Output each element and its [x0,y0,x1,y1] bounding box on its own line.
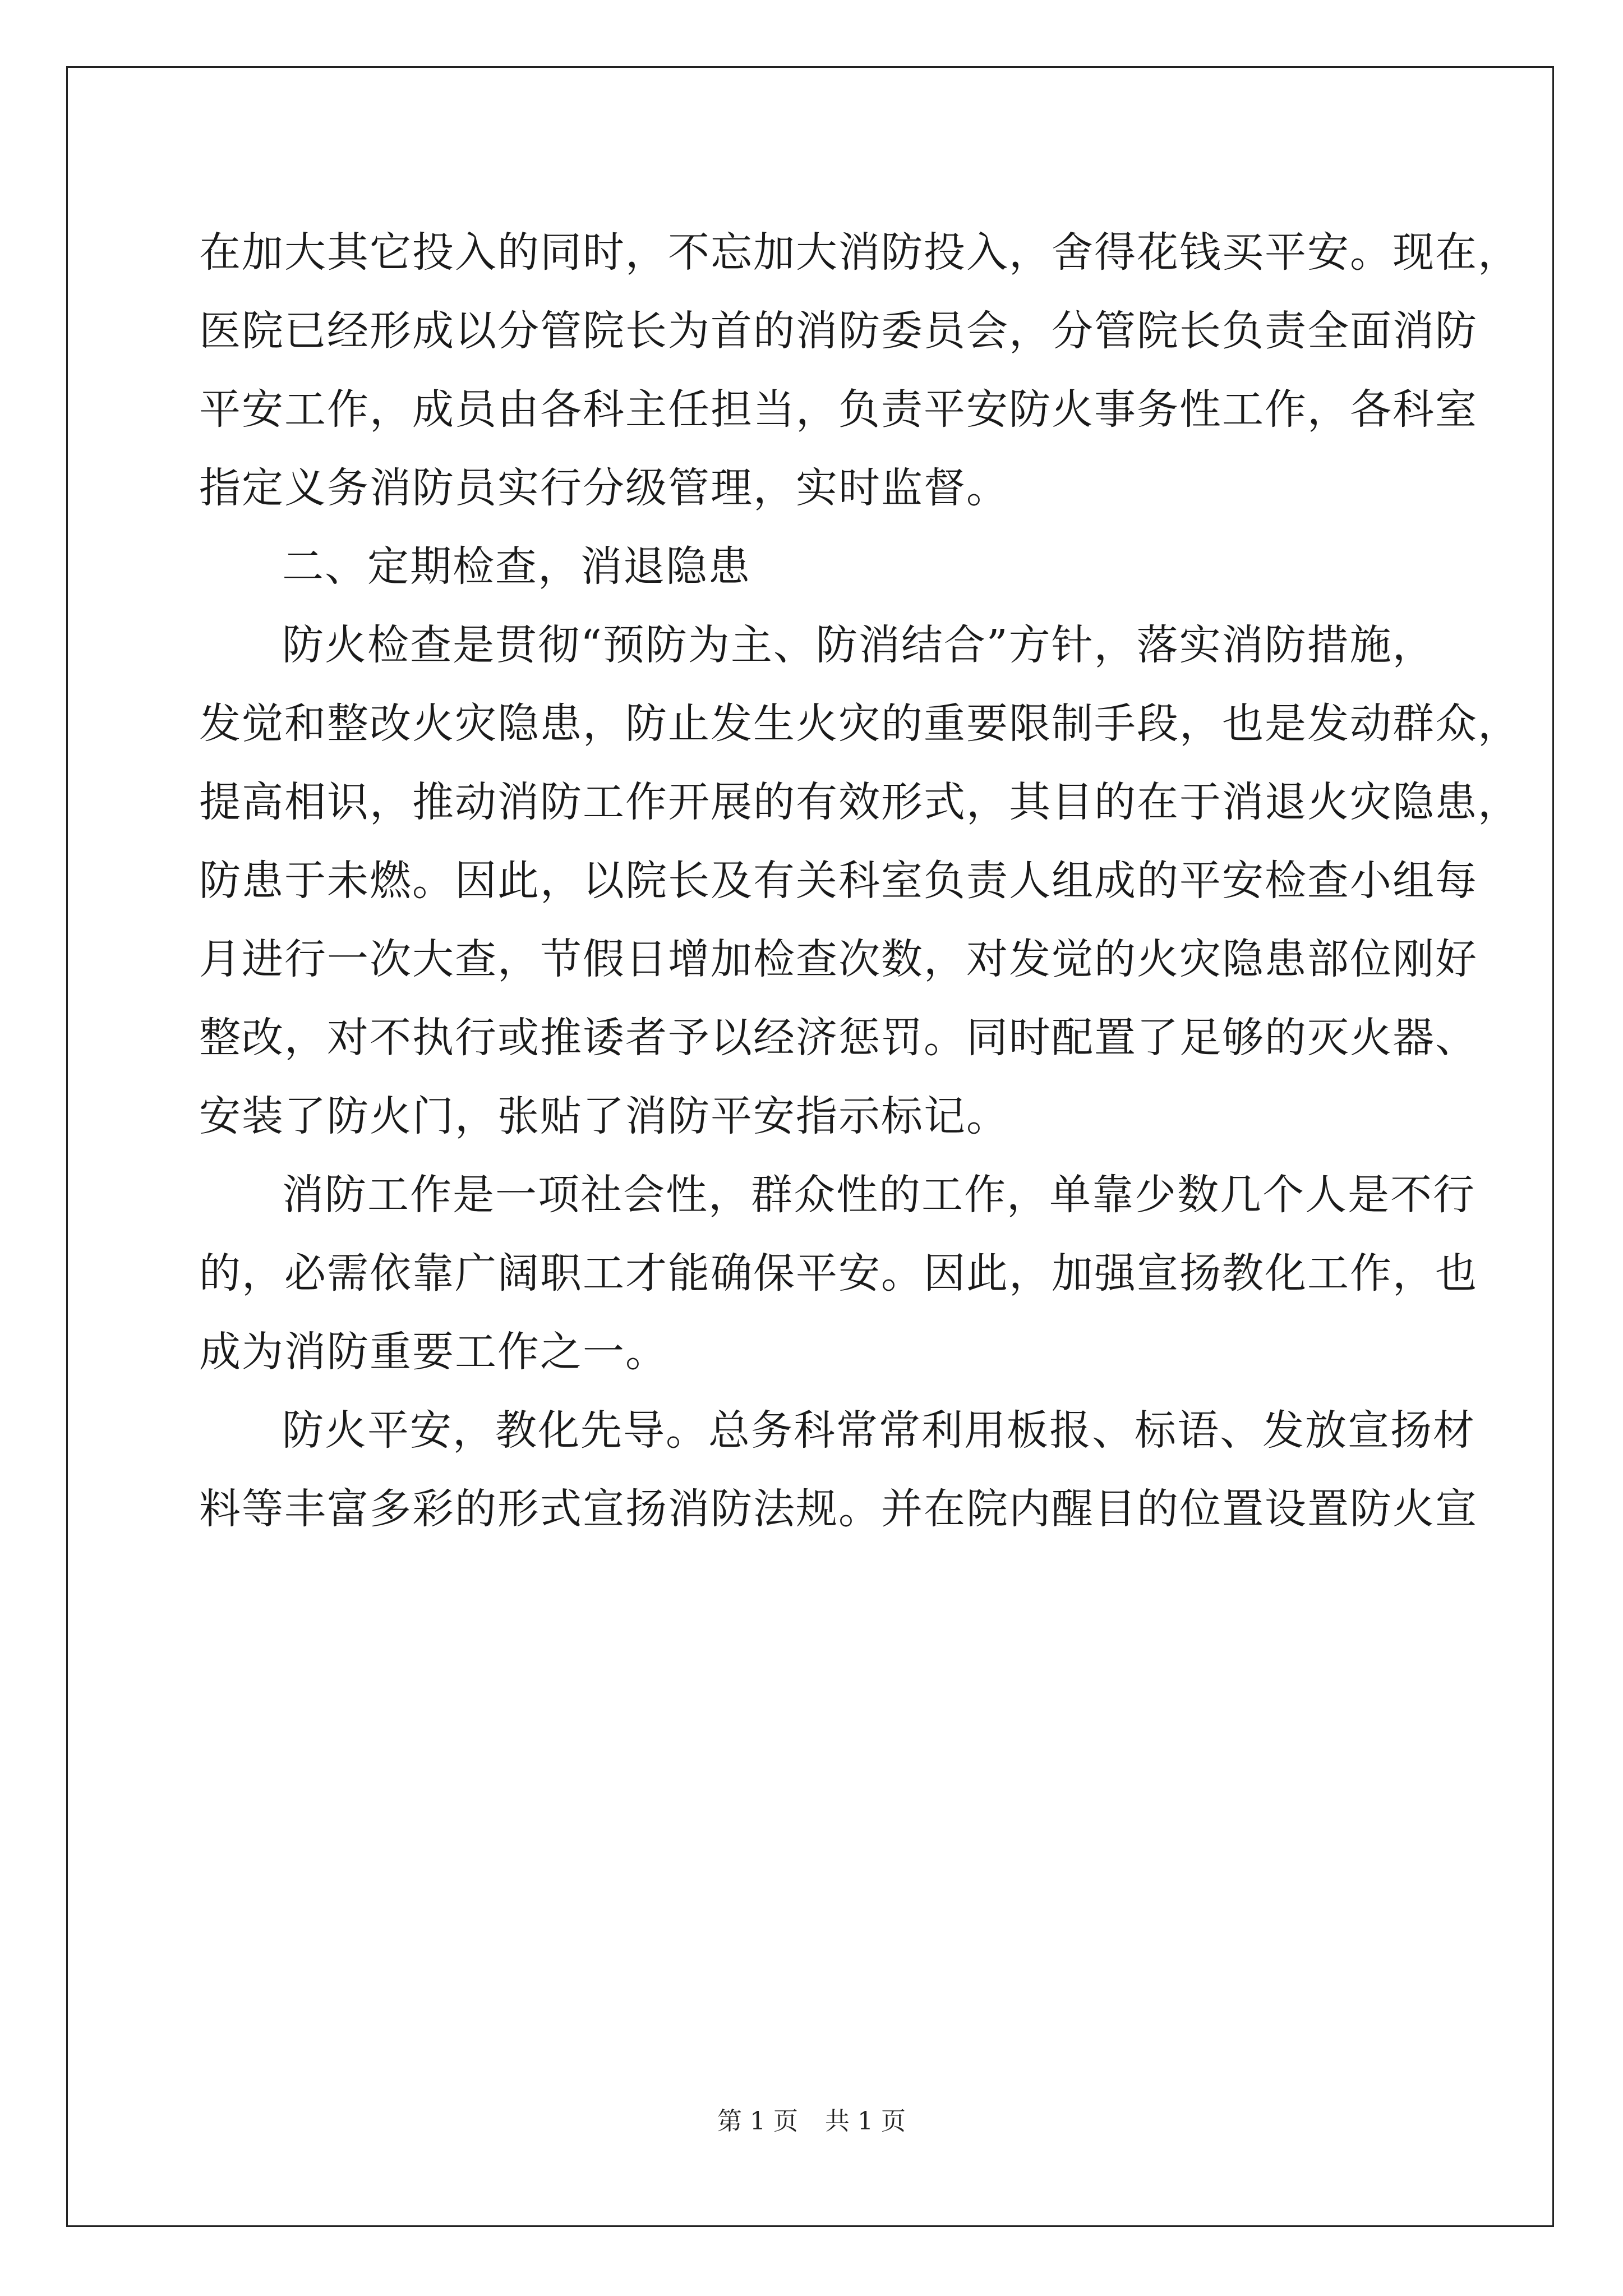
section-heading: 二、定期检查，消退隐患 [282,542,751,591]
paragraph-line: 平安工作，成员由各科主任担当，负责平安防火事务性工作，各科室 [199,385,1478,434]
paragraph-line: 月进行一次大查，节假日增加检查次数，对发觉的火灾隐患部位刚好 [199,935,1478,983]
paragraph-line: 防火平安，教化先导。总务科常常利用板报、标语、发放宣扬材 [282,1406,1476,1455]
paragraph-line: 整改，对不执行或推诿者予以经济惩罚。同时配置了足够的灭火器、 [199,1014,1478,1062]
document-body [199,213,1520,1548]
paragraph-line: 防火检查是贯彻“预防为主、防消结合”方针，落实消防措施， [282,621,1435,669]
paragraph-line: 提高相识，推动消防工作开展的有效形式，其目的在于消退火灾隐患， [199,778,1520,826]
page-footer [0,2101,1623,2137]
paragraph-line: 在加大其它投入的同时，不忘加大消防投入，舍得花钱买平安。现在， [199,228,1520,277]
paragraph-line: 消防工作是一项社会性，群众性的工作，单靠少数几个人是不行 [282,1171,1476,1219]
page-number: 第 1 页 [717,2107,798,2136]
paragraph-line: 医院已经形成以分管院长为首的消防委员会，分管院长负责全面消防 [199,307,1478,355]
paragraph-line: 防患于未燃。因此，以院长及有关科室负责人组成的平安检查小组每 [199,857,1478,905]
paragraph-line: 发觉和整改火灾隐患，防止发生火灾的重要限制手段，也是发动群众， [199,700,1520,748]
paragraph-line: 安装了防火门，张贴了消防平安指示标记。 [199,1092,1009,1140]
page-total: 共 1 页 [825,2107,906,2136]
paragraph-line: 料等丰富多彩的形式宣扬消防法规。并在院内醒目的位置设置防火宣 [199,1485,1478,1533]
paragraph-line: 成为消防重要工作之一。 [199,1328,668,1376]
paragraph-line: 指定义务消防员实行分级管理，实时监督。 [199,464,1009,512]
paragraph-line: 的，必需依靠广阔职工才能确保平安。因此，加强宣扬教化工作，也 [199,1249,1478,1297]
